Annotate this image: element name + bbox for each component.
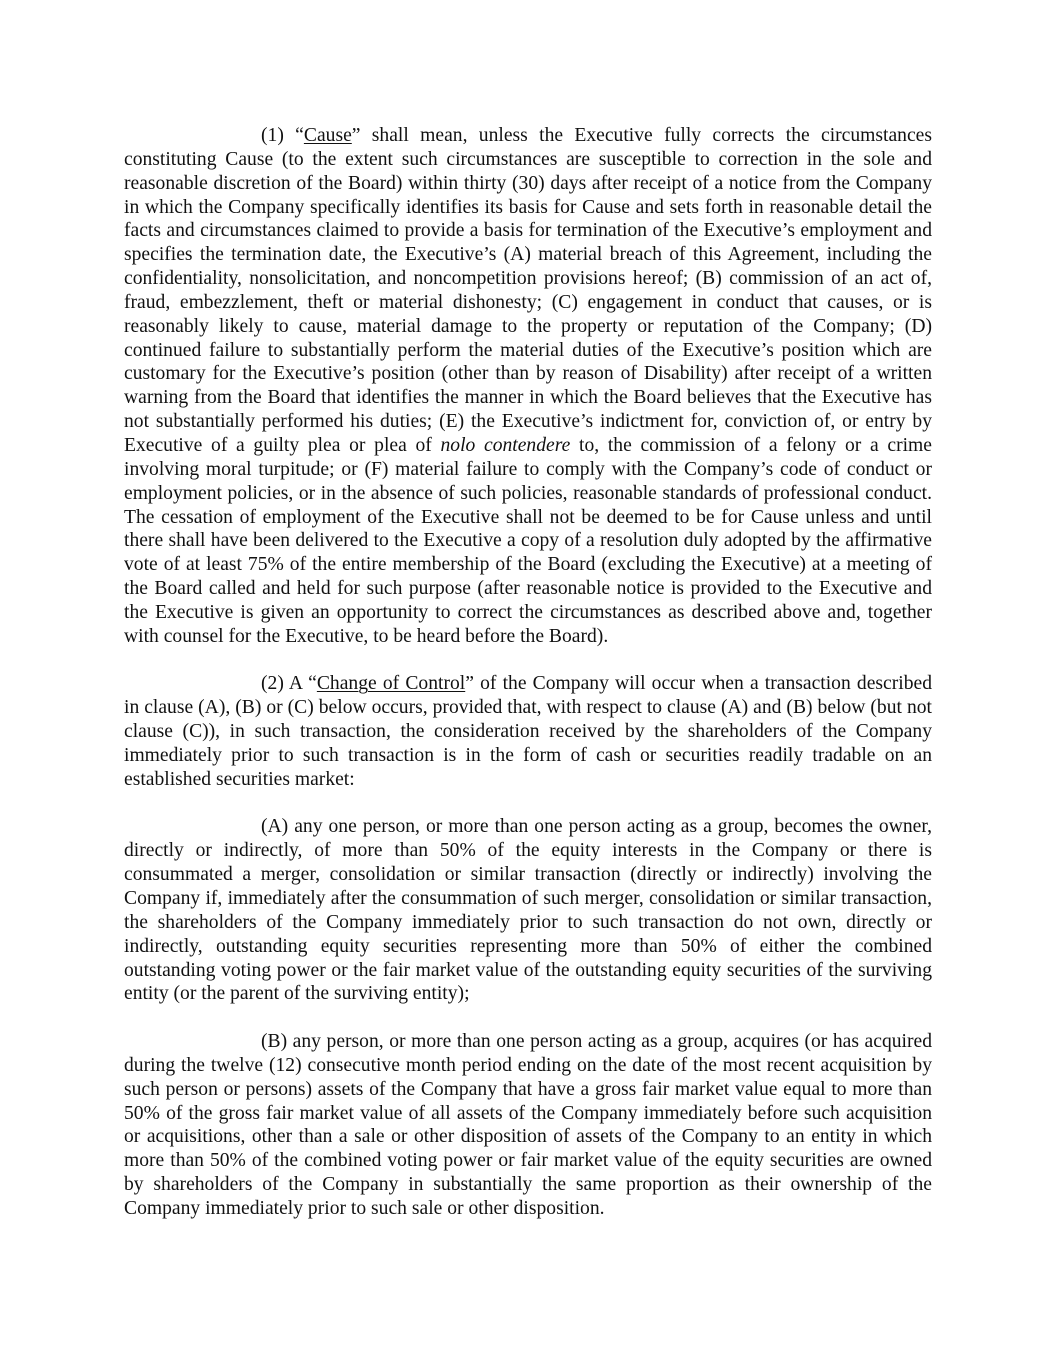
defined-term-change-of-control: Change of Control xyxy=(316,673,466,695)
clause-number: (2) A “ xyxy=(261,673,317,695)
clause-number: (1) “ xyxy=(261,125,304,146)
defined-term-cause: Cause xyxy=(303,125,352,146)
italic-term-nolo-contendere: nolo contendere xyxy=(440,434,571,456)
paragraph-text: to, the commission of a felony or a crime involving moral turpitude; or (F) material failure to comply with the Company’s code of conduct or employment policies, or in the absence of such policies, reasonable standards of professional conduct. The cessation of employment of the Executive shall not be deemed to be for Cause unless and until there shall have been delivered to the Executive a copy of a resolution duly adopted by the affirmative vote of at least 75% of the entire membership of the Board (excluding the Executive) at a meeting of the Board called and held for such purpose (after reasonable notice is provided to the Executive and the Executive is given an opportunity to correct the circumstances as described above and, together with counsel for the Executive, to be heard before the Board). xyxy=(124,434,932,647)
paragraph-text: (B) any person, or more than one person acting as a group, acquires (or has acquired during the twelve (12) consecutive month period ending on the date of the most recent acquisition by such person or persons) assets of the Company that have a gross fair market value equal to more than 50% of the gross fair market value of all assets of the Company immediately before such acquisition or acquisitions, other than a sale or other disposition of assets of the Company to an entity in which more than 50% of the combined voting power or fair market value of the equity securities are owned by shareholders of the Company in substantially the same proportion as their ownership of the Company immediately prior to such sale or other disposition. xyxy=(124,1031,932,1219)
paragraph-cause-definition xyxy=(124,124,932,649)
paragraph-text: (A) any one person, or more than one person acting as a group, becomes the owner, directly or indirectly, of more than 50% of the equity interests in the Company or there is consummated a merger, consolidation or similar transaction (directly or indirectly) involving the Company if, immediately after the consummation of such merger, consolidation or similar transaction, the shareholders of the Company immediately prior to such transaction do not own, directly or indirectly, outstanding equity securities representing more than 50% of either the combined outstanding voting power or the fair market value of the outstanding equity securities of the surviving entity (or the parent of the surviving entity); xyxy=(124,816,932,1005)
paragraph-change-of-control-definition xyxy=(124,672,932,791)
paragraph-text: ” shall mean, unless the Executive fully corrects the circumstances constituting Cause (to the extent such circumstances are susceptible to correction in the sole and reasonable discretion of the Board) within thirty (30) days after receipt of a notice from the Company in which the Company specifically identifies its basis for Cause and sets forth in reasonable detail the facts and circumstances claimed to provide a basis for termination of the Executive’s employment and specifies the termination date, the Executive’s (A) material breach of this Agreement, including the confidentiality, nonsolicitation, and noncompetition provisions hereof; (B) commission of an act of, fraud, embezzlement, theft or material dishonesty; (C) engagement in conduct that causes, or is reasonably likely to cause, material damage to the property or reputation of the Company; (D) continued failure to substantially perform the material duties of the Executive’s position which are customary for the Executive’s position (other than by reason of Disability) after receipt of a written warning from the Board that identifies the manner in which the Board believes that the Executive has not substantially performed his duties; (E) the Executive’s indictment for, conviction of, or entry by Executive of a guilty plea or plea of xyxy=(124,125,932,456)
document-page xyxy=(124,124,932,1221)
paragraph-text: ” of the Company will occur when a transaction described in clause (A), (B) or (C) below occurs, provided that, with respect to clause (A) and (B) below (but not clause (C)), in such transaction, the consideration received by the shareholders of the Company immediately prior to such transaction is in the form of cash or securities readily tradable on an established securities market: xyxy=(124,673,933,790)
paragraph-clause-b xyxy=(124,1030,932,1221)
paragraph-clause-a xyxy=(124,815,932,1006)
